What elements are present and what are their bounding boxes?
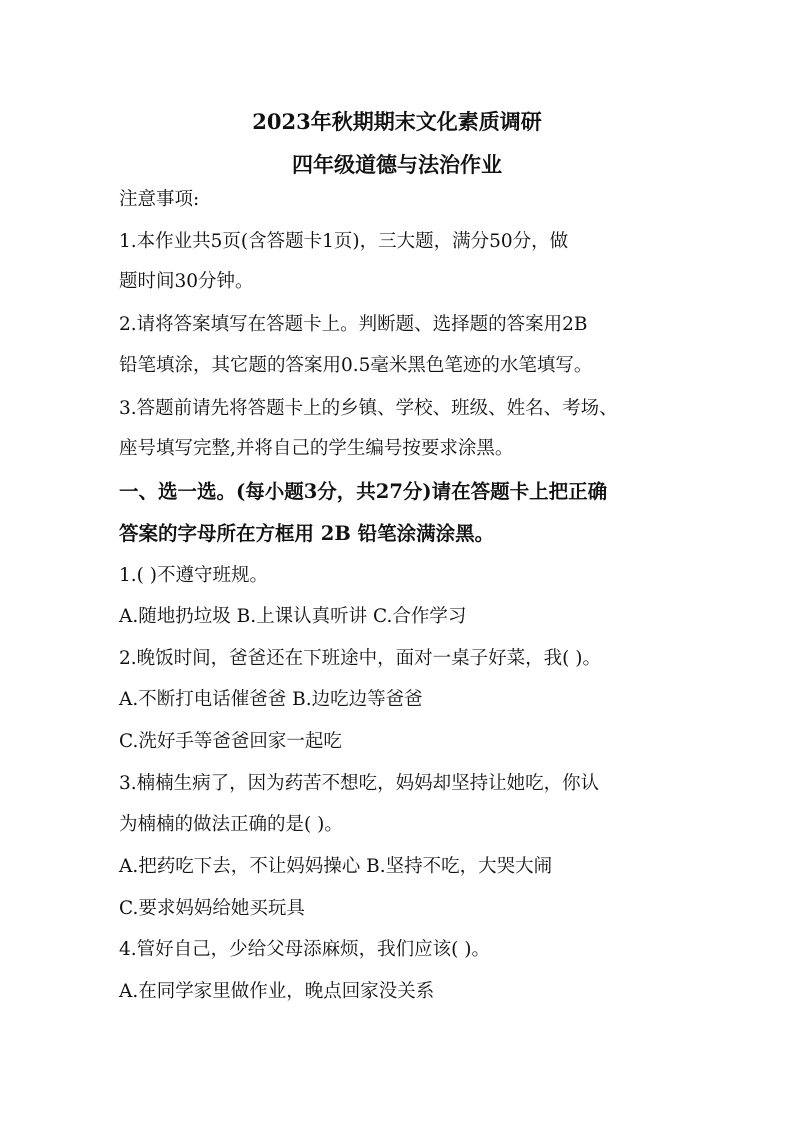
exam-subtitle: 四年级道德与法治作业: [292, 152, 502, 177]
question-2-option-c: C.洗好手等爸爸回家一起吃: [119, 731, 342, 752]
question-3-line-1: 3.楠楠生病了，因为药苦不想吃，妈妈却坚持让她吃，你认: [119, 773, 600, 794]
question-3-options-ab: A.把药吃下去，不让妈妈操心 B.坚持不吃，大哭大闹: [119, 856, 553, 877]
question-4-option-a: A.在同学家里做作业，晚点回家没关系: [119, 981, 435, 1002]
question-4: 4.管好自己，少给父母添麻烦，我们应该( )。: [119, 939, 490, 960]
note-3-line-1: 3.答题前请先将答题卡上的乡镇、学校、班级、姓名、考场、: [119, 398, 618, 419]
question-3-line-2: 为楠楠的做法正确的是( )。: [119, 814, 343, 835]
question-1: 1.( )不遵守班规。: [119, 565, 268, 586]
note-1-line-1: 1.本作业共5页(含答题卡1页)，三大题，满分50分，做: [119, 231, 569, 252]
note-2-line-1: 2.请将答案填写在答题卡上。判断题、选择题的答案用2B: [119, 314, 588, 335]
question-2: 2.晚饭时间，爸爸还在下班途中，面对一桌子好菜，我( )。: [119, 648, 601, 669]
note-3-line-2: 座号填写完整,并将自己的学生编号按要求涂黑。: [119, 438, 514, 459]
question-1-options: A.随地扔垃圾 B.上课认真听讲 C.合作学习: [119, 606, 467, 627]
question-3-option-c: C.要求妈妈给她买玩具: [119, 898, 305, 919]
question-2-options-ab: A.不断打电话催爸爸 B.边吃边等爸爸: [119, 689, 423, 710]
section-1-heading-line-2: 答案的字母所在方框用 2B 铅笔涂满涂黑。: [119, 522, 495, 545]
exam-title: 2023年秋期期末文化素质调研: [252, 109, 542, 134]
note-2-line-2: 铅笔填涂，其它题的答案用0.5毫米黑色笔迹的水笔填写。: [119, 355, 593, 376]
note-1-line-2: 题时间30分钟。: [119, 271, 254, 292]
section-1-heading-line-1: 一、选一选。(每小题3分，共27分)请在答题卡上把正确: [119, 480, 608, 503]
notes-heading: 注意事项:: [119, 189, 200, 210]
